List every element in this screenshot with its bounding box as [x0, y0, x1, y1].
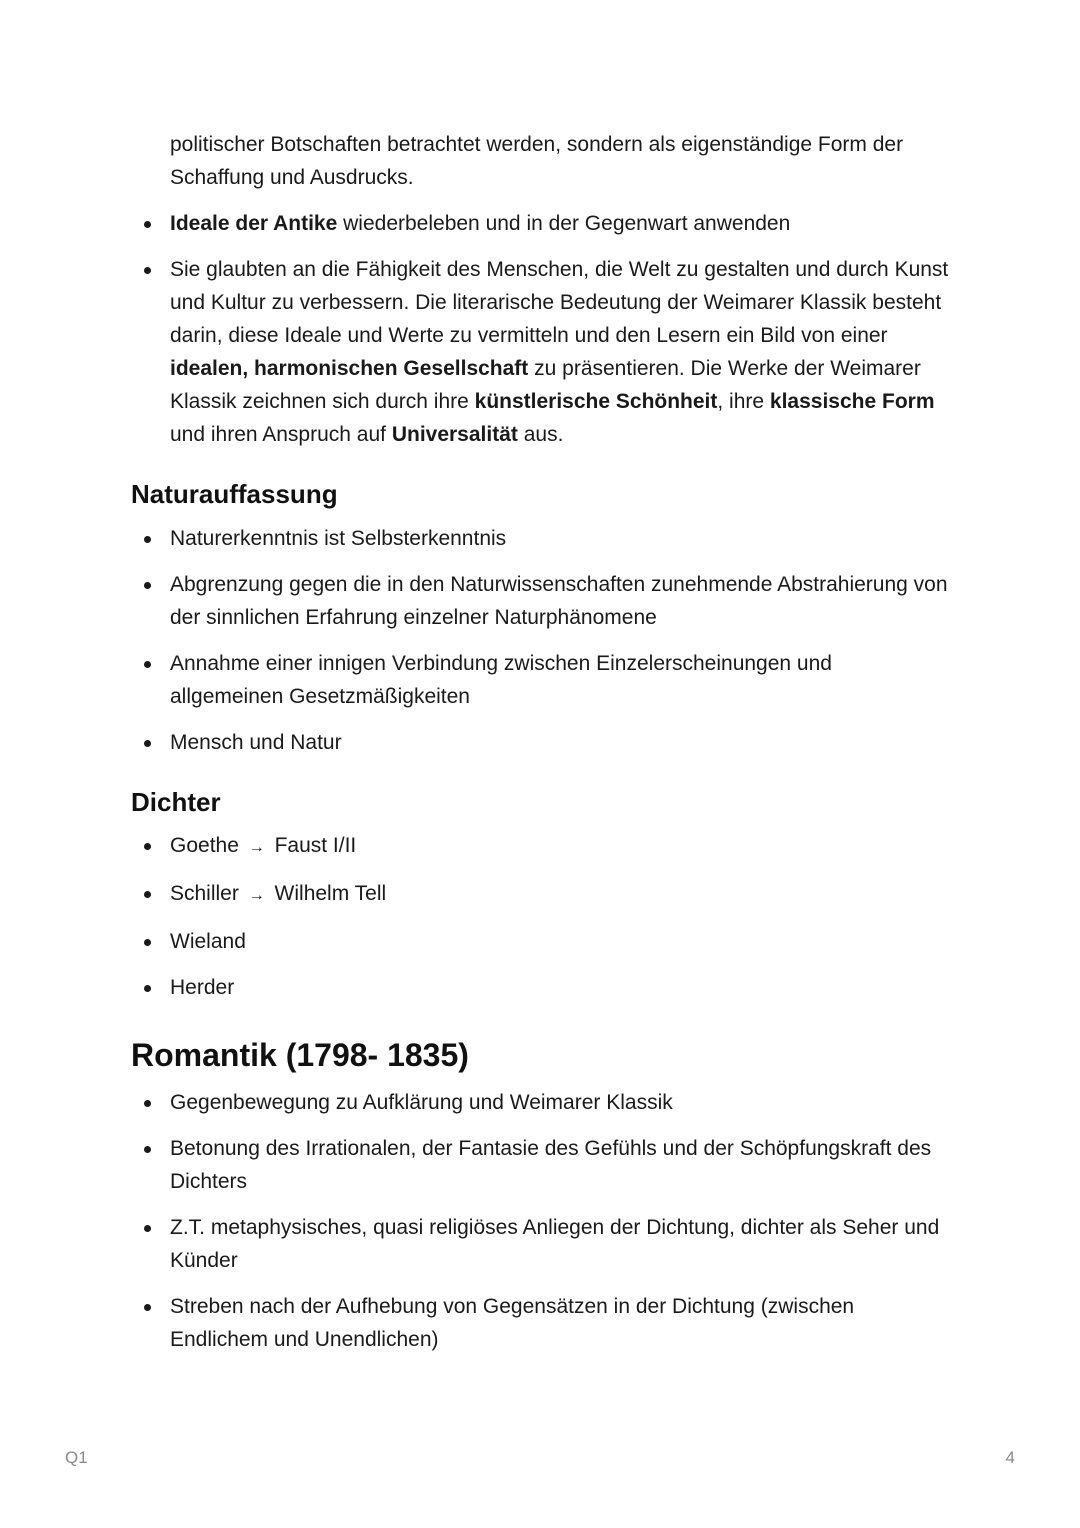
list-item [131, 647, 951, 713]
list-item [131, 726, 951, 759]
bullet-icon [144, 661, 151, 668]
bullet-icon [144, 985, 151, 992]
document-page [131, 128, 951, 1356]
author-name: Schiller [170, 882, 239, 905]
list-item-text: zu präsentieren. Die Werke der Weimarer Klassik zeichnen sich durch ihre [170, 357, 921, 413]
list-item-text: aus. [517, 423, 564, 446]
list-item [131, 925, 951, 958]
bold-term: Ideale der Antike [170, 212, 338, 235]
romantik-list [131, 1086, 951, 1356]
list-item [131, 1211, 951, 1277]
list-item-text: Annahme einer innigen Verbindung zwischen Einzelerscheinungen und allgemeinen Gesetzmäßigkeiten [170, 652, 832, 708]
list-item-text: Naturerkenntnis ist Selbsterkenntnis [170, 527, 507, 550]
bold-term: idealen, harmonischen Gesellschaft [170, 357, 529, 380]
work-title: Faust I/II [274, 834, 357, 857]
bullet-icon [144, 1146, 151, 1153]
list-item-text: Gegenbewegung zu Aufklärung und Weimarer Klassik [170, 1091, 673, 1114]
list-item [131, 568, 951, 634]
list-item [131, 1086, 951, 1119]
dichter-heading: Dichter [131, 787, 221, 817]
dichter-list [131, 829, 951, 1004]
author-name: Goethe [170, 834, 239, 857]
bullet-icon [144, 1225, 151, 1232]
bullet-icon [144, 891, 151, 898]
page-number: 4 [1005, 1448, 1015, 1467]
bullet-icon [144, 843, 151, 850]
bold-term: Universalität [391, 423, 518, 446]
naturauffassung-list [131, 522, 951, 759]
bullet-icon [144, 1304, 151, 1311]
list-item-text: Streben nach der Aufhebung von Gegensätzen in der Dichtung (zwischen Endlichem und Unendlichen) [170, 1295, 855, 1351]
list-item-text: Sie glaubten an die Fähigkeit des Menschen, die Welt zu gestalten und durch Kunst und Kultur zu verbessern. Die literarische Bedeutung der Weimarer Klassik besteht darin, diese Ideale und Werte zu vermitteln und den Lesern ein Bild von einer [170, 258, 949, 347]
intro-continuation-text: politischer Botschaften betrachtet werden, sondern als eigenständige Form der Schaffung und Ausdrucks. [170, 133, 904, 189]
bullet-icon [144, 1100, 151, 1107]
author-name: Wieland [170, 930, 246, 953]
list-item-text: Z.T. metaphysisches, quasi religiöses Anliegen der Dichtung, dichter als Seher und Künder [170, 1216, 940, 1272]
list-item [131, 829, 951, 864]
bullet-icon [144, 221, 151, 228]
footer-label: Q1 [65, 1448, 88, 1467]
bullet-icon [144, 740, 151, 747]
list-item [131, 207, 951, 240]
bullet-icon [144, 267, 151, 274]
arrow-right-icon: → [248, 887, 265, 904]
list-item [131, 877, 951, 912]
bullet-icon [144, 536, 151, 543]
list-item [131, 522, 951, 555]
romantik-heading: Romantik (1798- 1835) [131, 1037, 469, 1073]
naturauffassung-heading: Naturauffassung [131, 479, 338, 509]
klassik-bullet-list [131, 207, 951, 451]
arrow-right-icon: → [248, 839, 265, 856]
list-item [131, 1132, 951, 1198]
list-item-text: Abgrenzung gegen die in den Naturwissenschaften zunehmende Abstrahierung von der sinnlichen Erfahrung einzelner Naturphänomene [170, 573, 948, 629]
list-item-text: , ihre [717, 390, 770, 413]
list-item [131, 1290, 951, 1356]
author-name: Herder [170, 976, 235, 999]
bullet-icon [144, 939, 151, 946]
list-item-text: Mensch und Natur [170, 731, 342, 754]
bold-term: künstlerische Schönheit [474, 390, 718, 413]
list-item-text: und ihren Anspruch auf [170, 423, 392, 446]
list-item [131, 971, 951, 1004]
bold-term: klassische Form [769, 390, 935, 413]
list-item [131, 253, 951, 451]
list-item-text: Betonung des Irrationalen, der Fantasie des Gefühls und der Schöpfungskraft des Dichters [170, 1137, 932, 1193]
work-title: Wilhelm Tell [274, 882, 387, 905]
bullet-icon [144, 582, 151, 589]
list-item-text: wiederbeleben und in der Gegenwart anwenden [337, 212, 791, 235]
